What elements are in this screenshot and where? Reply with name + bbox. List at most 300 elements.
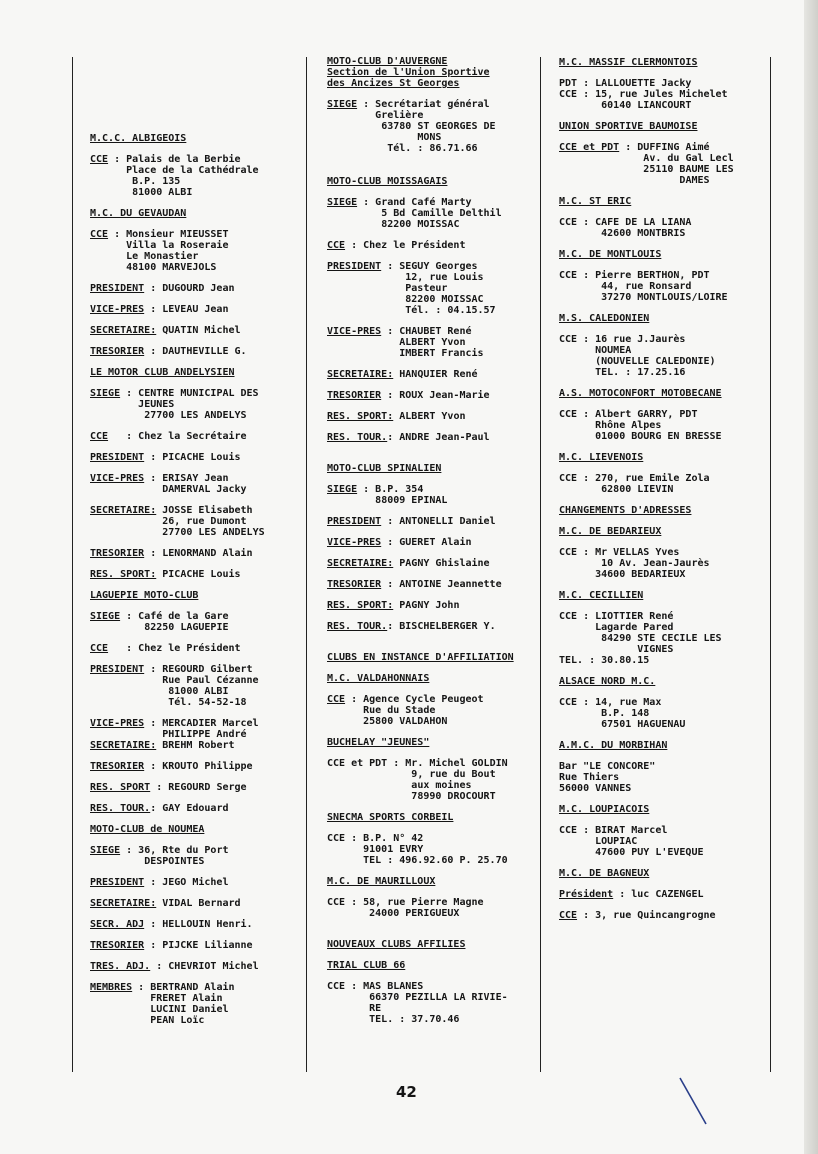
field-label: RES. SPORT [90,782,151,793]
field-label: CCE [90,154,109,165]
field-value-line: JEUNES [138,399,175,410]
section-heading [559,676,773,687]
club-heading: M.C. DE MAURILLOUX [327,876,436,887]
field-value-line: 25800 VALDAHON [363,716,448,727]
field-label: VICE-PRES [90,718,145,729]
field-values [399,390,489,401]
field-row [327,197,539,230]
field-row [90,898,300,909]
field-values [595,270,727,303]
field-value-line: Place de la Cathédrale [126,165,259,176]
field-value-line: 67501 HAGUENAU [595,719,686,730]
entry-row [90,388,300,421]
field-label: CCE [327,981,346,992]
field-value-line: Pasteur [399,283,448,294]
section-heading [327,812,539,823]
field-values [595,78,691,89]
field-value-line: DUFFING Aimé [637,142,710,153]
field-values [162,718,258,740]
field-value-line: 25110 BAUME LES [637,164,734,175]
field-label: SECRETAIRE: [90,325,157,336]
field-label: TRESORIER [327,390,382,401]
field-row [327,390,539,401]
field-label: TRESORIER [90,548,145,559]
field-row [559,334,773,378]
field-value-line: Mr. Michel GOLDIN [405,758,508,769]
field-separator: : [120,388,139,399]
section-heading [90,590,300,601]
section-heading [327,652,539,663]
field-value-line: LIOTTIER René [595,611,674,622]
entry-row [90,643,300,654]
field-label: CCE [559,409,578,420]
club-heading: M.C. DE MONTLOUIS [559,249,662,260]
field-values [637,142,733,186]
field-value-line: 44, rue Ronsard [595,281,692,292]
field-value-line: LENORMAND Alain [162,548,253,559]
entry-row [90,611,300,633]
field-separator: : [381,261,400,272]
section-heading [327,673,539,684]
field-values [363,897,483,919]
club-heading: NOUVEAUX CLUBS AFFILIES [327,939,466,950]
field-value-line: BISCHELBERGER Y. [399,621,496,632]
entry-row [559,217,773,239]
section-heading [327,737,539,748]
club-heading: A.S. MOTOCONFORT MOTOBECANE [559,388,722,399]
field-label: TRESORIER [90,346,145,357]
field-row [327,579,539,590]
section-heading [559,388,773,399]
field-row [90,961,300,972]
field-values [375,484,447,506]
field-label: PRESIDENT [90,452,145,463]
field-values [162,304,228,315]
field-value-line: 27700 LES ANDELYS [162,527,265,538]
club-heading: MOTO-CLUB D'AUVERGNE [327,56,448,67]
club-heading: M.C.C. ALBIGEOIS [90,133,187,144]
club-heading: MOTO-CLUB SPINALIEN [327,463,442,474]
section-heading [559,804,773,815]
field-value-line: PAGNY John [399,600,460,611]
field-label: RES. TOUR. [90,803,151,814]
field-separator: : [144,940,163,951]
field-separator: : [381,516,400,527]
field-values [363,833,508,866]
field-value-line: Tél. 54-52-18 [162,697,247,708]
field-label: SIEGE [327,197,358,208]
field-value-line: Tél. : 04.15.57 [399,305,496,316]
field-values [162,505,264,538]
field-values [399,537,471,548]
field-value-line: Mr VELLAS Yves [595,547,680,558]
field-value-line: VIGNES [595,644,674,655]
field-values [168,961,258,972]
field-separator: : [357,484,376,495]
field-values [595,697,685,730]
section-heading [559,313,773,324]
field-values [138,431,246,442]
field-value-line: Lagarde Pared [595,622,674,633]
address-line: 56000 VANNES [559,783,632,794]
entry-row [327,621,539,632]
field-separator: : [387,758,406,769]
field-label: PRESIDENT [327,516,382,527]
field-label: CCE [559,825,578,836]
field-value-line: (NOUVELLE CALEDONIE) [595,356,716,367]
entry-row [559,889,773,900]
field-value-line: DESPOINTES [138,856,205,867]
entry-row [90,569,300,580]
field-separator: : [144,718,163,729]
field-value-line: 16 rue J.Jaurès [595,334,686,345]
field-value-line: Villa la Roseraie [126,240,229,251]
field-value-line: GUERET Alain [399,537,472,548]
field-values [138,845,228,867]
field-values [595,409,721,442]
field-values [162,346,246,357]
field-label: PDT [559,78,578,89]
field-values [162,761,252,772]
field-value-line: Rue Paul Cézanne [162,675,259,686]
field-label: CCE [559,89,578,100]
field-values [363,694,483,727]
field-label: RES. SPORT: [327,600,394,611]
field-values [595,334,715,378]
field-separator: : [381,326,400,337]
field-value-line: ALBERT Yvon [399,337,466,348]
entry-row [327,369,539,380]
field-values [162,877,228,888]
field-value-line: Tél. : 86.71.66 [375,143,478,154]
field-value-line: Albert GARRY, PDT [595,409,698,420]
field-label: TRES. ADJ. [90,961,151,972]
field-separator: : [150,961,169,972]
field-separator: : [577,89,596,100]
entry-row [327,537,539,548]
field-value-line: 63780 ST GEORGES DE [375,121,496,132]
field-separator: : [144,919,163,930]
section-heading [90,367,300,378]
field-values [399,369,477,380]
field-separator: : [577,473,596,484]
field-values [375,197,501,230]
field-label: SIEGE [327,99,358,110]
club-heading: M.C. ST ERIC [559,196,632,207]
field-separator: : [577,270,596,281]
field-value-line: Rhône Alpes [595,420,662,431]
field-label: CCE [559,334,578,345]
entry-row [559,697,773,730]
field-value-line: 14, rue Max [595,697,662,708]
club-heading-line: des Ancizes St Georges [327,78,460,89]
field-label: PRESIDENT [90,283,145,294]
field-value-line: MONS [375,132,442,143]
field-value-line: CAFE DE LA LIANA [595,217,692,228]
field-label: MEMBRES [90,982,133,993]
field-value-line: ANTOINE Jeannette [399,579,502,590]
field-value-line: Secrétariat général [375,99,490,110]
section-heading [327,939,539,950]
field-separator: : [108,229,127,240]
field-values [162,283,234,294]
field-value-line: DAMES [637,175,710,186]
field-value-line: 88009 EPINAL [375,495,448,506]
field-row [90,919,300,930]
field-value-line: B.P. 135 [126,176,181,187]
entry-row [559,409,773,442]
field-values [126,154,258,198]
entry-row [90,803,300,814]
field-row [90,718,300,740]
field-label: PRESIDENT [90,877,145,888]
field-values [126,229,228,273]
field-row [90,505,300,538]
entry-row [90,431,300,442]
entry-row [90,898,300,909]
field-value-line: ERISAY Jean [162,473,229,484]
field-value-line: FRERET Alain [150,993,223,1004]
entry-row [559,611,773,655]
field-label: SIEGE [327,484,358,495]
field-separator: : [381,390,400,401]
field-label: VICE-PRES [90,473,145,484]
field-label: PRESIDENT [90,664,145,675]
field-value-line: 3, rue Quincangrogne [595,910,716,921]
field-label: SECRETAIRE: [327,369,394,380]
entry-row [90,325,300,336]
field-separator: : [144,877,163,888]
section-heading [559,249,773,260]
field-separator: : [345,833,364,844]
pen-stroke-mark [678,1076,718,1132]
field-separator: : [108,431,139,442]
field-separator: : [619,142,638,153]
field-value-line: 01000 BOURG EN BRESSE [595,431,722,442]
field-value-line: Grelière [375,110,424,121]
section-heading [559,505,773,516]
column-2 [327,56,539,1035]
field-value-line: IMBERT Francis [399,348,484,359]
entry-row [90,718,300,740]
section-heading [559,57,773,68]
field-value-line: Rue du Stade [363,705,436,716]
field-value-line: LOUPIAC [595,836,638,847]
field-values [162,803,228,814]
field-row [559,547,773,580]
field-label: Président [559,889,614,900]
entry-row [90,982,300,1026]
entry-row [327,600,539,611]
field-row [90,740,300,751]
entry-row [90,304,300,315]
field-value-line: 81000 ALBI [126,187,193,198]
field-value-line: 12, rue Louis [399,272,484,283]
field-row [90,940,300,951]
field-row [90,982,300,1026]
section-heading [559,121,773,132]
field-label: CCE [90,431,109,442]
field-label: SIEGE [90,611,121,622]
field-value-line: Café de la Gare [138,611,229,622]
field-row [327,897,539,919]
field-value-line: NOUMEA [595,345,632,356]
entry-row [90,740,300,751]
entry-row [90,452,300,463]
field-label: SECR. ADJ [90,919,145,930]
field-row [90,803,300,814]
entry-row [90,761,300,772]
field-separator: : [144,346,163,357]
section-heading [559,526,773,537]
field-label: CCE [327,240,346,251]
entry-row [559,761,773,794]
field-separator: : [144,304,163,315]
entry-row [559,547,773,580]
entry-row [559,334,773,378]
field-values [162,919,252,930]
field-row [327,694,539,727]
field-values [162,452,240,463]
field-values [399,411,465,422]
field-value-line: 24000 PERIGUEUX [363,908,460,919]
field-row [327,537,539,548]
field-value-line: 30.80.15 [601,655,650,666]
field-value-line: CENTRE MUNICIPAL DES [138,388,259,399]
field-values [162,664,258,708]
club-heading: M.C. LOUPIACOIS [559,804,650,815]
entry-row [90,283,300,294]
field-row [90,611,300,633]
club-heading: M.C. DU GEVAUDAN [90,208,187,219]
field-label: TRESORIER [327,579,382,590]
section-heading [327,56,539,89]
field-values [399,516,495,527]
field-values [162,940,252,951]
section-heading [90,133,300,144]
field-row [559,655,773,666]
club-heading: M.C. MASSIF CLERMONTOIS [559,57,698,68]
field-separator: : [583,655,602,666]
field-value-line: JOSSE Elisabeth [162,505,253,516]
field-value-line: 82200 MOISSAC [399,294,484,305]
entry-row [327,261,539,316]
field-row [90,229,300,273]
field-values [399,558,489,569]
field-separator: : [150,803,163,814]
field-label: CCE [559,910,578,921]
field-label: RES. TOUR. [327,621,388,632]
field-value-line: 91001 EVRY [363,844,424,855]
entry-row [327,579,539,590]
field-label: CCE et PDT [559,142,620,153]
field-separator: : [387,432,400,443]
entry-row [327,694,539,727]
field-value-line: 37270 MONTLOUIS/LOIRE [595,292,728,303]
field-value-line: 58, rue Pierre Magne [363,897,484,908]
field-values [405,758,507,802]
field-value-line: 26, rue Dumont [162,516,247,527]
field-row [327,432,539,443]
field-value-line: PICACHE Louis [162,569,241,580]
field-label: CCE [559,217,578,228]
field-label: RES. SPORT: [327,411,394,422]
field-value-line: 270, rue Emile Zola [595,473,710,484]
section-heading [327,176,539,187]
field-label: CCE [327,694,346,705]
field-values [595,910,715,921]
field-value-line: Pierre BERTHON, PDT [595,270,710,281]
club-heading: M.S. CALEDONIEN [559,313,650,324]
field-separator: : [577,217,596,228]
entry-row [90,877,300,888]
section-heading [90,208,300,219]
field-separator: : [144,473,163,484]
field-value-line: aux moines [405,780,472,791]
field-values [363,981,508,1025]
field-value-line: TEL. : 37.70.46 [363,1014,460,1025]
entry-row [327,432,539,443]
entry-row [559,825,773,858]
field-value-line: Monsieur MIEUSSET [126,229,229,240]
entry-row [559,270,773,303]
entry-row [327,99,539,154]
entry-row [90,473,300,495]
field-value-line: 5 Bd Camille Delthil [375,208,502,219]
field-values [399,600,459,611]
section-heading [327,960,539,971]
field-row [90,569,300,580]
field-row [327,326,539,359]
field-values [399,261,495,316]
field-value-line: DUGOURD Jean [162,283,235,294]
field-values [162,898,240,909]
field-values [162,569,240,580]
field-label: TEL. [559,655,584,666]
field-row [559,270,773,303]
field-values [162,548,252,559]
field-values [601,655,649,666]
field-value-line: 78990 DROCOURT [405,791,496,802]
field-value-line: CHAUBET René [399,326,472,337]
field-row [559,825,773,858]
field-value-line: BIRAT Marcel [595,825,668,836]
field-row [90,548,300,559]
club-heading-line: Section de l'Union Sportive [327,67,490,78]
field-value-line: Chez la Secrétaire [138,431,247,442]
club-heading: M.C. DE BAGNEUX [559,868,650,879]
field-row [90,643,300,654]
field-value-line: 82250 LAGUEPIE [138,622,229,633]
club-heading: LAGUEPIE MOTO-CLUB [90,590,199,601]
column-rule-1 [306,57,307,1072]
club-heading: M.C. CECILLIEN [559,590,644,601]
field-value-line: 47600 PUY L'EVEQUE [595,847,704,858]
field-separator: : [577,910,596,921]
entry-row [327,516,539,527]
field-row [327,621,539,632]
field-value-line: JEGO Michel [162,877,229,888]
field-label: SECRETAIRE: [90,505,157,516]
club-heading: CHANGEMENTS D'ADRESSES [559,505,692,516]
field-value-line: QUATIN Michel [162,325,241,336]
field-values [162,473,246,495]
club-heading: TRIAL CLUB 66 [327,960,406,971]
field-separator: : [144,761,163,772]
field-row [90,431,300,442]
field-value-line: 34600 BEDARIEUX [595,569,686,580]
field-row [90,452,300,463]
